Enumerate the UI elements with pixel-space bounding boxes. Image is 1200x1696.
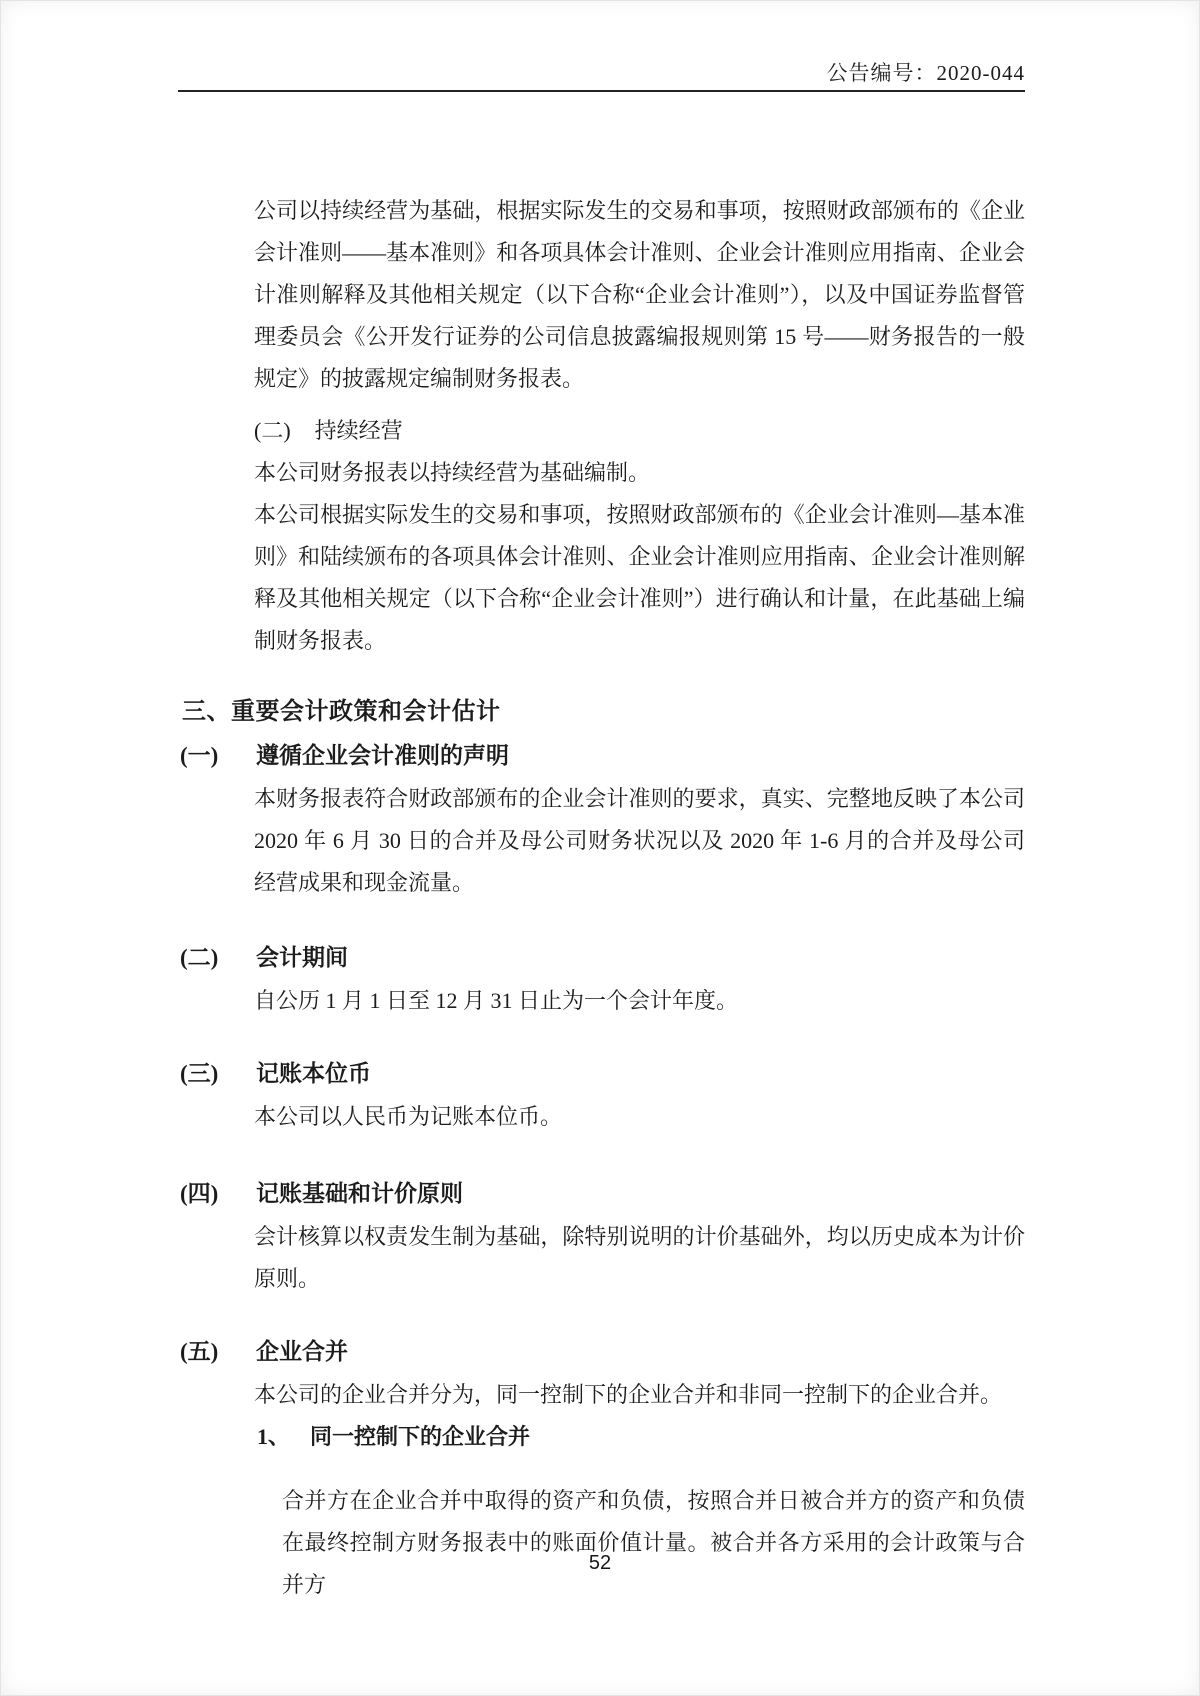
- heading-common-control-combination: [257, 1416, 1025, 1458]
- page-content: [178, 58, 1025, 1606]
- functional-currency-paragraph: 本公司以人民币为记账本位币。: [254, 1104, 563, 1129]
- announcement-number: 公告编号：2020-044: [178, 58, 1025, 92]
- heading-accounting-period: [178, 936, 1025, 980]
- heading-section-3: 三、重要会计政策和会计估计: [182, 699, 501, 725]
- heading-accounting-period-label: (二): [180, 945, 219, 970]
- common-control-paragraph: 合并方在企业合并中取得的资产和负债，按照合并日被合并方的资产和负债在最终控制方财务报表中的账面价值计量。被合并各方采用的会计政策与合并方: [282, 1488, 1025, 1597]
- heading-functional-currency-title: 记账本位币: [256, 1061, 371, 1086]
- heading-measurement-basis: [178, 1172, 1025, 1216]
- heading-compliance-title: 遵循企业会计准则的声明: [256, 743, 509, 768]
- heading-accounting-period-title: 会计期间: [256, 945, 348, 970]
- heading-common-control-title: 同一控制下的企业合并: [310, 1424, 531, 1449]
- measurement-basis-paragraph: 会计核算以权责发生制为基础，除特别说明的计价基础外，均以历史成本为计价原则。: [254, 1224, 1025, 1291]
- heading-functional-currency-label: (三): [180, 1061, 219, 1086]
- heading-compliance-label: (一): [180, 743, 219, 768]
- heading-business-combination-title: 企业合并: [256, 1339, 348, 1364]
- heading-going-concern-title: 持续经营: [314, 418, 403, 443]
- page-number: 52: [588, 1552, 612, 1574]
- heading-measurement-basis-title: 记账基础和计价原则: [256, 1181, 463, 1206]
- heading-business-combination: [178, 1330, 1025, 1374]
- heading-business-combination-label: (五): [180, 1339, 219, 1364]
- intro-paragraph: 公司以持续经营为基础，根据实际发生的交易和事项，按照财政部颁布的《企业会计准则——基本准则》和各项具体会计准则、企业会计准则应用指南、企业会计准则解释及其他相关规定（以下合称“企业会计准则”），以及中国证券监督管理委员会《公开发行证券的公司信息披露编报规则第 15 号——财务报告的一般规定》的披露规定编制财务报表。: [254, 198, 1025, 391]
- compliance-paragraph: 本财务报表符合财政部颁布的企业会计准则的要求，真实、完整地反映了本公司 2020 年 6 月 30 日的合并及母公司财务状况以及 2020 年 1-6 月的合并及母公司经营成果和现金流量。: [254, 786, 1025, 895]
- heading-common-control-label: 1、: [257, 1424, 291, 1449]
- going-concern-paragraph-2: 本公司根据实际发生的交易和事项，按照财政部颁布的《企业会计准则—基本准则》和陆续颁布的各项具体会计准则、企业会计准则应用指南、企业会计准则解释及其他相关规定（以下合称“企业会计准则”）进行确认和计量，在此基础上编制财务报表。: [254, 502, 1025, 653]
- heading-going-concern-label: (二): [254, 418, 291, 443]
- heading-measurement-basis-label: (四): [180, 1181, 219, 1206]
- accounting-period-paragraph: 自公历 1 月 1 日至 12 月 31 日止为一个会计年度。: [254, 988, 739, 1013]
- heading-going-concern: [254, 410, 1025, 452]
- heading-functional-currency: [178, 1052, 1025, 1096]
- going-concern-paragraph-1: 本公司财务报表以持续经营为基础编制。: [254, 460, 651, 485]
- business-combination-paragraph: 本公司的企业合并分为，同一控制下的企业合并和非同一控制下的企业合并。: [254, 1382, 1003, 1407]
- heading-compliance-statement: [178, 734, 1025, 778]
